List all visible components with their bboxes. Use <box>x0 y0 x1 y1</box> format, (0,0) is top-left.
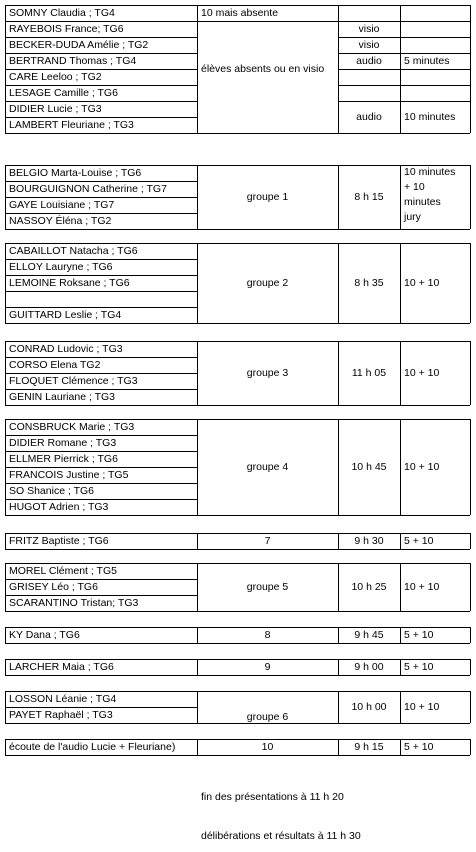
mode-label: visio <box>358 23 380 35</box>
duration-label: 10 + 10 <box>404 367 440 379</box>
duration-label: 5 + 10 <box>404 629 434 641</box>
duration-label: 10 + 10 <box>404 277 440 289</box>
absent-group-label: élèves absents ou en visio <box>201 63 325 75</box>
student-name: ELLOY Lauryne ; TG6 <box>9 261 113 273</box>
group-label: groupe 3 <box>246 367 289 379</box>
duration-label: + 10 <box>404 181 425 193</box>
group-label: groupe 2 <box>246 277 289 289</box>
duration-label: 10 minutes <box>404 111 456 123</box>
duration-label: 10 + 10 <box>404 581 440 593</box>
student-name: NASSOY Éléna ; TG2 <box>9 215 112 227</box>
grid-line <box>470 5 471 133</box>
grid-line <box>470 165 471 229</box>
group-label: 7 <box>264 535 271 547</box>
grid-line <box>470 627 471 643</box>
hour-label: 10 h 00 <box>351 701 387 713</box>
grid-line <box>5 611 470 612</box>
student-name: LAMBERT Fleuriane ; TG3 <box>9 119 134 131</box>
grid-line <box>338 85 470 86</box>
student-name: SOMNY Claudia ; TG4 <box>9 7 115 19</box>
group-label: 9 <box>264 661 271 673</box>
student-name: RAYEBOIS France; TG6 <box>9 23 124 35</box>
group-label: 10 <box>261 741 274 753</box>
hour-label: 8 h 15 <box>354 191 384 203</box>
mode-label: audio <box>356 111 382 123</box>
student-name: LARCHER Maia ; TG6 <box>9 661 114 673</box>
duration-label: 5 + 10 <box>404 535 434 547</box>
grid-line <box>470 659 471 675</box>
grid-line <box>5 405 470 406</box>
student-name: ELLMER Pierrick ; TG6 <box>9 453 118 465</box>
student-name: BERTRAND Thomas ; TG4 <box>9 55 137 67</box>
student-name: LEMOINE Roksane ; TG6 <box>9 277 130 289</box>
hour-label: 9 h 00 <box>354 661 384 673</box>
student-name: SO Shanice ; TG6 <box>9 485 95 497</box>
grid-line <box>5 755 470 756</box>
student-name: BOURGUIGNON Catherine ; TG7 <box>9 183 167 195</box>
student-name: BELGIO Marta-Louise ; TG6 <box>9 167 142 179</box>
grid-line <box>5 675 470 676</box>
group-label: groupe 6 <box>246 711 289 723</box>
student-name: CABAILLOT Natacha ; TG6 <box>9 245 138 257</box>
grid-line <box>470 419 471 515</box>
student-name <box>5 291 197 307</box>
grid-line <box>5 133 470 134</box>
student-name: CARE Leeloo ; TG2 <box>9 71 102 83</box>
hour-label: 11 h 05 <box>351 367 387 379</box>
student-name: MOREL Clément ; TG5 <box>9 565 117 577</box>
grid-line <box>470 563 471 611</box>
hour-label: 9 h 30 <box>354 535 384 547</box>
student-name: FRITZ Baptiste ; TG6 <box>9 535 109 547</box>
group-label: groupe 1 <box>246 191 289 203</box>
grid-line <box>5 323 470 324</box>
grid-line <box>338 69 470 70</box>
student-name: LESAGE Camille ; TG6 <box>9 87 118 99</box>
grid-line <box>5 229 470 230</box>
student-name: BECKER-DUDA Amélie ; TG2 <box>9 39 149 51</box>
grid-line <box>470 533 471 549</box>
duration-label: 5 minutes <box>404 55 450 67</box>
student-name: HUGOT Adrien ; TG3 <box>9 501 109 513</box>
mode-label: visio <box>358 39 380 51</box>
student-name: CORSO Elena TG2 <box>9 359 101 371</box>
duration-label: minutes <box>404 196 441 208</box>
footer-deliberation-time: délibérations et résultats à 11 h 30 <box>201 830 361 842</box>
student-name: SCARANTINO Tristan; TG3 <box>9 597 139 609</box>
grid-line <box>338 723 470 724</box>
duration-label: 10 + 10 <box>404 701 440 713</box>
grid-line <box>470 341 471 405</box>
hour-label: 9 h 45 <box>354 629 384 641</box>
group-label: groupe 5 <box>246 581 289 593</box>
duration-label: jury <box>404 211 421 223</box>
student-name: écoute de l'audio Lucie + Fleuriane) <box>9 741 176 753</box>
student-name: LOSSON Léanie ; TG4 <box>9 693 117 705</box>
hour-label: 8 h 35 <box>354 277 384 289</box>
grid-line <box>5 515 470 516</box>
duration-label: 5 + 10 <box>404 661 434 673</box>
student-name: FRANCOIS Justine ; TG5 <box>9 469 129 481</box>
duration-label: 10 + 10 <box>404 461 440 473</box>
group-label: groupe 4 <box>246 461 289 473</box>
duration-label: 10 minutes <box>404 166 456 178</box>
mode-label: audio <box>356 55 382 67</box>
grid-line <box>5 549 470 550</box>
time-note: 10 mais absente <box>201 7 279 19</box>
student-name: DIDIER Romane ; TG3 <box>9 437 117 449</box>
grid-line <box>470 243 471 323</box>
grid-line <box>470 739 471 755</box>
student-name: CONRAD Ludovic ; TG3 <box>9 343 123 355</box>
student-name: GAYE Louisiane ; TG7 <box>9 199 115 211</box>
student-name: PAYET Raphaël ; TG3 <box>9 709 113 721</box>
footer-end-time: fin des présentations à 11 h 20 <box>201 791 344 803</box>
student-name: FLOQUET Clémence ; TG3 <box>9 375 138 387</box>
grid-line <box>5 643 470 644</box>
hour-label: 9 h 15 <box>354 741 384 753</box>
student-name: GENIN Lauriane ; TG3 <box>9 391 116 403</box>
grid-line <box>470 691 471 723</box>
duration-label: 5 + 10 <box>404 741 434 753</box>
hour-label: 10 h 25 <box>351 581 387 593</box>
hour-label: 10 h 45 <box>351 461 387 473</box>
group-label: 8 <box>264 629 271 641</box>
student-name: GUITTARD Leslie ; TG4 <box>9 309 122 321</box>
student-name: CONSBRUCK Marie ; TG3 <box>9 421 135 433</box>
student-name: DIDIER Lucie ; TG3 <box>9 103 102 115</box>
student-name: KY Dana ; TG6 <box>9 629 80 641</box>
student-name: GRISEY Léo ; TG6 <box>9 581 98 593</box>
